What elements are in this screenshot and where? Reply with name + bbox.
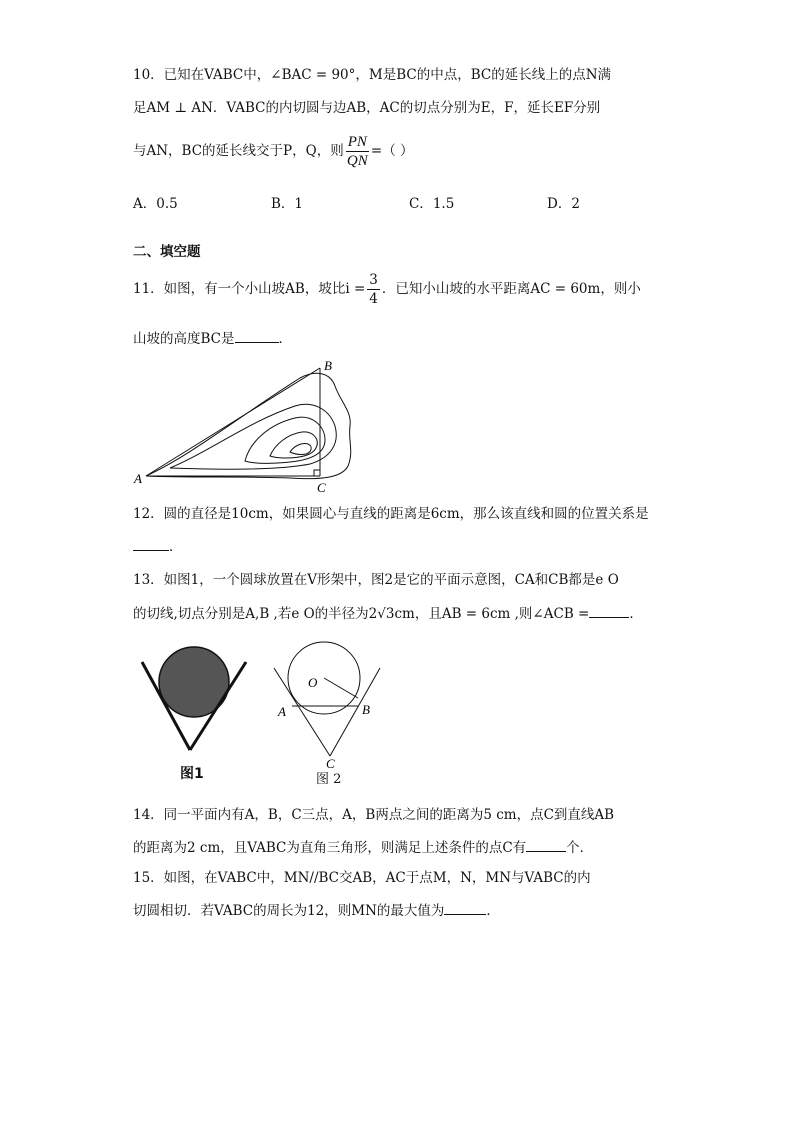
section-heading-fill-in: 二、填空题 — [133, 244, 201, 260]
q11-hill-figure — [130, 356, 370, 496]
q11-contour-5 — [290, 443, 311, 454]
q13-fig2-caption: 图 2 — [316, 772, 342, 787]
q10-line-1: 10．已知在VABC中，∠BAC = 90°，M是BC的中点，BC的延长线上的点N满 — [133, 67, 612, 83]
q11-label-a: A — [134, 471, 142, 486]
q10-fraction-denominator: QN — [346, 153, 368, 169]
q13-line-2-text: 的切线,切点分别是A,B ,若e O的半径为2√3cm，且AB = 6cm ,则∠ACB = — [133, 606, 590, 622]
q15-line-2-text: 切圆相切．若VABC的周长为12，则MN的最大值为 — [133, 903, 445, 919]
q11-right-angle-mark — [314, 470, 320, 476]
q12-line-2 — [133, 536, 183, 557]
q11-line-1-end: ．已知小山坡的水平距离AC = 60m，则小 — [381, 281, 641, 297]
q11-answer-blank[interactable] — [235, 328, 279, 343]
q14-answer-blank[interactable] — [526, 837, 566, 852]
q11-line-1-text: 11．如图，有一个小山坡AB，坡比i = — [133, 281, 366, 297]
q13-figure-1 — [138, 640, 258, 760]
q10-option-b[interactable]: B．1 — [271, 196, 304, 212]
q14-line-2-end: 个． — [566, 840, 594, 856]
q13-fig2-label-c: C — [326, 756, 335, 771]
q15-line-2-end: ． — [486, 903, 500, 919]
q11-label-c: C — [317, 480, 326, 495]
q13-line-2-end: ． — [629, 606, 643, 622]
q13-fig2-radius — [324, 678, 358, 698]
q10-fraction-numerator: PN — [347, 134, 367, 150]
q11-slope-ab — [146, 368, 320, 476]
q11-line-2-end: ． — [278, 331, 293, 347]
q10-line-3-text: 与AN，BC的延长线交于P，Q，则 — [133, 143, 344, 159]
q11-label-b: B — [324, 358, 332, 373]
q10-line-2: 足AM ⊥ AN．VABC的内切圆与边AB，AC的切点分别为E，F，延长EF分别 — [133, 100, 601, 116]
q10-option-a[interactable]: A．0.5 — [133, 196, 178, 212]
q10-option-c[interactable]: C．1.5 — [409, 196, 455, 212]
q12-line-2-end: ． — [169, 539, 183, 555]
q13-fig1-caption: 图1 — [180, 766, 204, 782]
q13-fig2-label-a: A — [278, 704, 286, 719]
q10-line-3-end: =（ ） — [370, 143, 414, 159]
q13-fig2-label-o: O — [308, 675, 318, 690]
q11-contour-3 — [245, 417, 325, 463]
q11-line-2-text: 山坡的高度BC是 — [133, 331, 235, 347]
q14-line-2-text: 的距离为2 cm，且VABC为直角三角形，则满足上述条件的点C有 — [133, 840, 527, 856]
q11-fraction-denominator: 4 — [369, 291, 378, 307]
q10-line-3 — [133, 132, 414, 170]
q13-fig2-label-b: B — [362, 702, 370, 717]
q11-contour-2 — [170, 404, 336, 469]
q10-fraction — [346, 133, 369, 170]
q14-line-2 — [133, 837, 593, 858]
q10-option-d[interactable]: D．2 — [547, 196, 580, 212]
q13-fig2-tangent-cb — [330, 668, 380, 756]
q14-line-1: 14．同一平面内有A，B，C三点，A，B两点之间的距离为5 cm，点C到直线AB — [133, 807, 615, 823]
q11-fraction-numerator: 3 — [369, 272, 378, 288]
q13-line-2 — [133, 603, 643, 624]
q12-line-1: 12．圆的直径是10cm，如果圆心与直线的距离是6cm，那么该直线和圆的位置关系是 — [133, 506, 649, 522]
q11-line-1 — [133, 270, 641, 308]
q11-line-2 — [133, 328, 292, 349]
q15-answer-blank[interactable] — [444, 900, 486, 915]
q11-fraction — [367, 271, 380, 308]
q13-line-1: 13．如图1，一个圆球放置在V形架中，图2是它的平面示意图，CA和CB都是e O — [133, 572, 619, 588]
q15-line-2 — [133, 900, 500, 921]
q12-answer-blank[interactable] — [133, 536, 169, 551]
q15-line-1: 15．如图，在VABC中，MN//BC交AB，AC于点M，N，MN与VABC的内 — [133, 870, 591, 886]
q13-answer-blank[interactable] — [589, 603, 629, 618]
q13-figure-2 — [270, 632, 390, 772]
